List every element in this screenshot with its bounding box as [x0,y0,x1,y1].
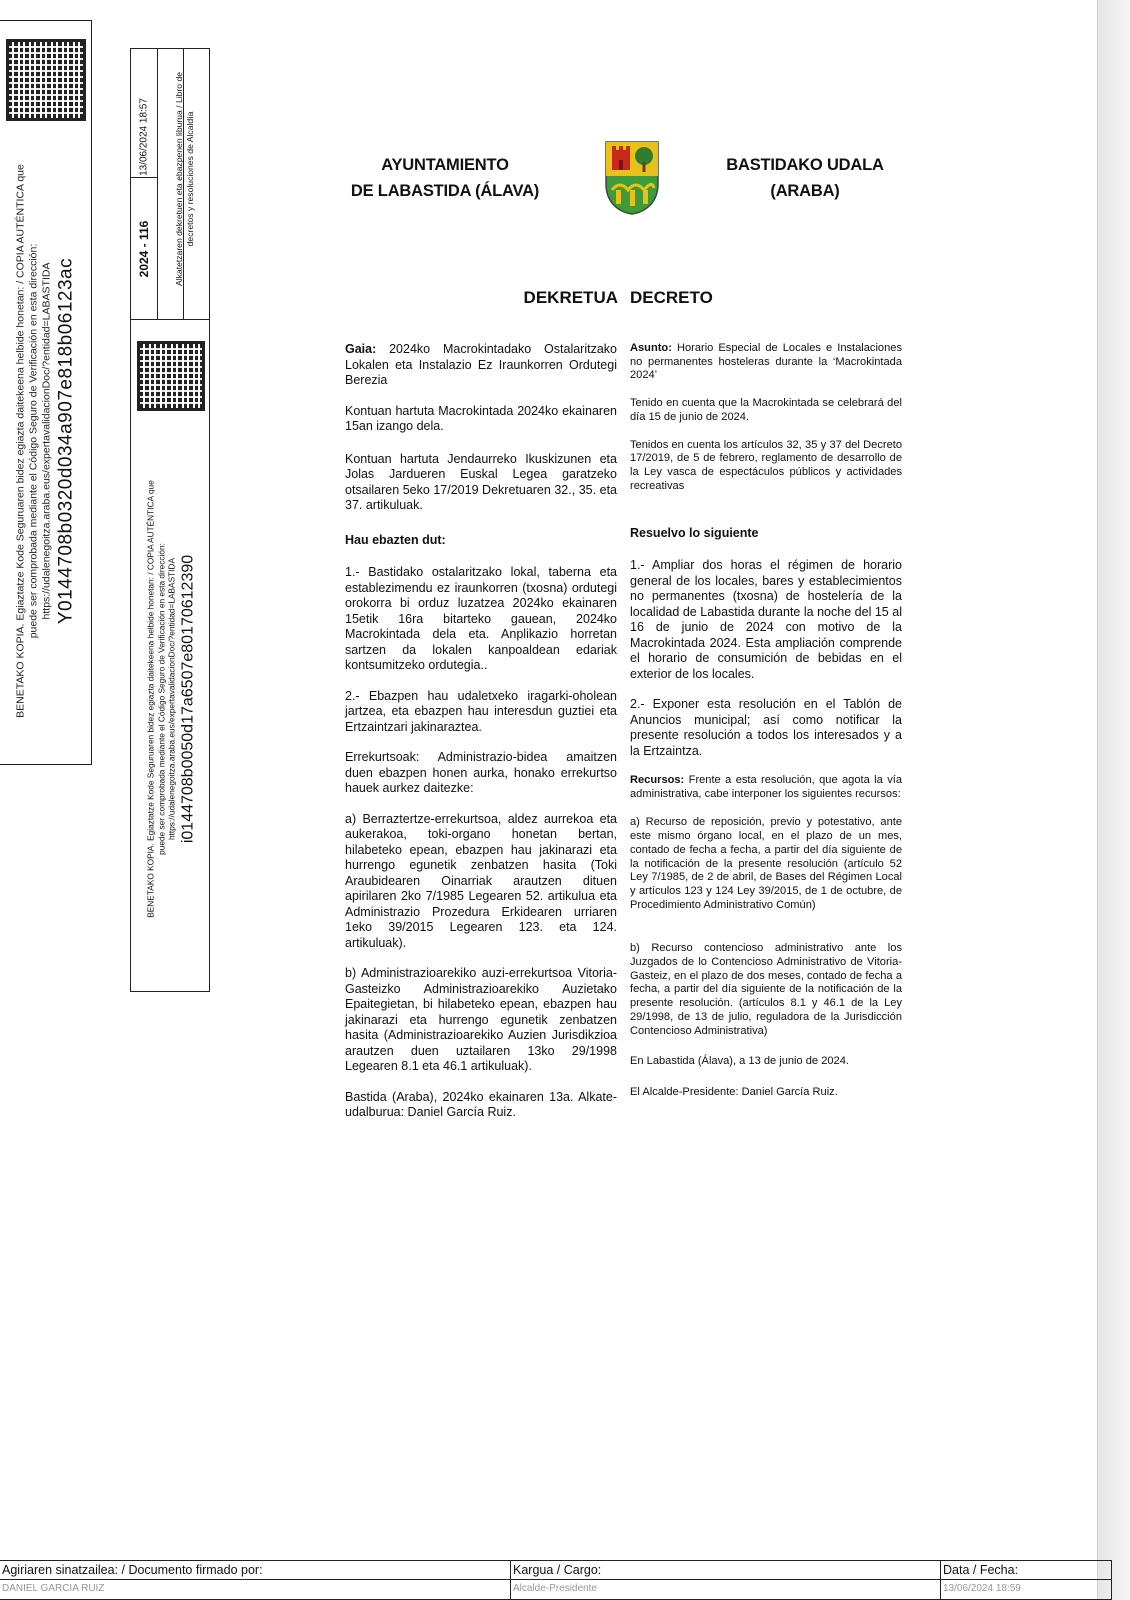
paragraph: b) Recurso contencioso administrativo ante los Juzgados de lo Contencioso Administrativo de Vitoria-Gasteiz, en el plazo de dos meses, contado de fecha a fecha, a partir del día siguiente de la notificación de la presente resolución. (artículos 8.1 y 46.1 de la Ley 29/1998, de 13 de julio, reguladora de la Jurisdicción Contencioso Administrativa) [630,942,902,1037]
title-spanish: DECRETO [630,288,713,307]
qr-code-icon [137,341,205,411]
date-label: Data / Fecha: [943,1563,1019,1577]
role-label: Kargua / Cargo: [513,1563,602,1577]
registry-datetime: 13/06/2024 18:57 [138,98,150,176]
divider [131,319,209,320]
subject-label: Gaia: [345,342,377,356]
subject-paragraph [630,342,902,383]
resolution-heading: Hau ebazten dut: [345,532,446,547]
subject-label: Asunto: [630,342,672,354]
signature-footer [0,1560,1112,1600]
divider [157,49,158,319]
signer-label: Agiriaren sinatzailea: / Documento firmado por: [2,1563,263,1577]
paragraph: 1.- Bastidako ostalaritzako lokal, taberna eta establezimendu ez iraunkorren (txosna) ordutegi orokorra bi orduz luzatzea 2024ko ekainaren 15etik 16ra bitarteko gauean, 2024ko Macrokintada dela eta. Anplikazio horretan sartzen da lokalen kanpoaldean edariak kontsumitzeko ordutegia.. [345,565,617,672]
role-cell [510,1561,940,1599]
divider [131,177,157,178]
resolution-heading: Resuelvo lo siguiente [630,526,759,541]
date-value: 13/06/2024 18:59 [943,1583,1021,1594]
verification-line: puede ser comprobada mediante el Código Seguro de Verificación en esta dirección: [155,543,166,855]
resources-text: Frente a esta resolución, que agota la vía administrativa, cabe interponer los siguientes recursos: [630,774,902,800]
paragraph: a) Recurso de reposición, previo y potestativo, ante este mismo órgano local, en el plazo de un mes, contado de fecha a fecha, a partir del día siguiente de la notificación de la presente resolución (artículo 52 Ley 7/1985, de 2 de abril, de Bases del Régimen Local y artículos 123 y 124 Ley 39/2015, de 1 de octubre, de Procedimiento Administrativo Común) [630,816,902,911]
paragraph: 2.- Exponer esta resolución en el Tablón de Anuncios municipal; así como notificar la presente resolución a todos los interesados y a la Ertzaintza. [630,697,902,758]
page-edge [1097,0,1130,1600]
header-line: AYUNTAMIENTO [381,156,509,174]
basque-column [345,342,617,1121]
spanish-column [630,342,902,1100]
paragraph: Tenidos en cuenta los artículos 32, 35 y 37 del Decreto 17/2019, de 5 de febrero, reglamento de desarrollo de la Ley vasca de espectáculos públicos y actividades recreativas [630,438,902,492]
paragraph: 2.- Ebazpen hau udaletxeko iragarki-oholean jartzea, eta ebazpen hau interesdun guztiei eta Ertzaintzari jakinaraztea. [345,688,617,734]
subject-text: Horario Especial de Locales e Instalaciones no permanentes hosteleras durante la ‘Macrokintada 2024’ [630,342,902,382]
verification-url[interactable]: https://udalenegoitza.araba.eus/expertavalidacionDoc/?entidad=LABASTIDA [40,262,53,620]
coat-of-arms-icon [604,140,660,216]
verification-url[interactable]: https://udalenegoitza.araba.eus/expertavalidacionDoc/?entidad=LABASTIDA [166,557,177,841]
verification-line: BENETAKO KOPIA. Egiaztatze Kode Seguruaren bidez egiazta daitekeena helbide honetan: / COPIA AUTÉNTICA que [145,480,156,918]
paragraph: b) Administrazioarekiko auzi-errekurtsoa Vitoria-Gasteizko Administrazioarekiko Auzietako Epaitegietan, bi hilabeteko epean, ebazpen hau jakinarazi eta hurrengo egunetik zenbatzen hasita (Administrazioarekiko Auzien Jurisdikzioa arautzen duen uztailaren 13ko 29/1998 Legearen 8.1 eta 46.1 artikuluak). [345,966,617,1073]
verification-code: i0144708b0050d17a6507e80170612390 [178,554,196,844]
paragraph: Kontuan hartuta Macrokintada 2024ko ekainaren 15an izango dela. [345,403,617,433]
date-cell [940,1561,1110,1599]
signer-value: DANIEL GARCIA RUIZ [2,1583,105,1594]
paragraph: Tenido en cuenta que la Macrokintada se celebrará del día 15 de junio de 2024. [630,397,902,423]
role-value: Alcalde-Presidente [513,1583,597,1594]
title-basque: DEKRETUA [523,288,618,307]
registry-book-line: Alkatetzaren dekretuen eta ebazpenen liburua / Libro de [174,71,184,287]
verification-text-middle [145,480,197,918]
resources-paragraph [630,774,902,801]
header-line: DE LABASTIDA (ÁLAVA) [350,182,540,200]
paragraph: En Labastida (Álava), a 13 de junio de 2024. [630,1055,849,1068]
verification-line: BENETAKO KOPIA. Egiaztatze Kode Seguruaren bidez egiazta daitekeena helbide honetan: / COPIA AUTÉNTICA que [14,164,27,718]
paragraph: a) Berraztertze-errekurtsoa, aldez aurrekoa eta aukerakoa, toki-organo honetan bertan, hilabeteko epean, ebazpen hau jakinarazi eta hurrengo egunetik zenbatzen hasita (Toki Araubidearen Oinarriak arautzen dituen apirilaren 2ko 7/1985 Legearen 52. artikulua eta Administrazio Prozedura Erkidearen urriaren 1eko 39/2015 Legearen 123. eta 124. artikuluak). [345,811,617,950]
subject-paragraph [345,342,617,389]
resources-label: Recursos: [630,774,685,787]
header-line: BASTIDAKO UDALA [726,156,884,174]
signature-paragraph: Bastida (Araba), 2024ko ekainaren 13a. Alkate-udalburua: Daniel García Ruiz. [345,1089,617,1119]
registry-stamp [130,48,210,992]
verification-text-left [15,121,78,761]
registry-book-line: decretos y resoluciones de Alcaldía [185,111,195,247]
signer-cell [0,1561,510,1599]
qr-code-icon [6,39,86,121]
verification-stamp-left [0,20,92,765]
verification-line: puede ser comprobada mediante el Código Seguro de Verificación en esta dirección: [27,243,40,639]
header-spanish-name [320,152,570,204]
verification-code: Y0144708b0320d034a907e818b06123ac [55,257,77,625]
signature-paragraph: El Alcalde-Presidente: Daniel García Ruiz. [630,1085,838,1098]
header-basque-name [700,152,910,204]
paragraph: Kontuan hartuta Jendaurreko Ikuskizunen eta Jolas Jardueren Euskal Legea garatzeko otsailaren 5eko 17/2019 Dekretuaren 32., 35. eta 37. artikuluak. [345,451,617,512]
subject-text: 2024ko Macrokintadako Ostalaritzako Lokalen eta Instalazio Ez Iraunkorren Ordutegi Berezia [345,342,617,387]
registry-book [174,72,196,286]
paragraph: Errekurtsoak: Administrazio-bidea amaitzen duen ebazpen honen aurka, honako errekurtso hauek aurkez daitezke: [345,750,617,795]
paragraph: 1.- Ampliar dos horas el régimen de horario general de los locales, bares y establecimientos no permanentes (txosna) de hostelería de la localidad de Labastida durante la noche del 15 al 16 de junio de 2024 con motivo de la Macrokintada 2024. Esta ampliación comprende el horario de consumición de bebidas en el exterior de los locales. [630,558,902,681]
header-line: (ARABA) [770,182,840,200]
registry-number: 2024 - 116 [137,220,151,278]
